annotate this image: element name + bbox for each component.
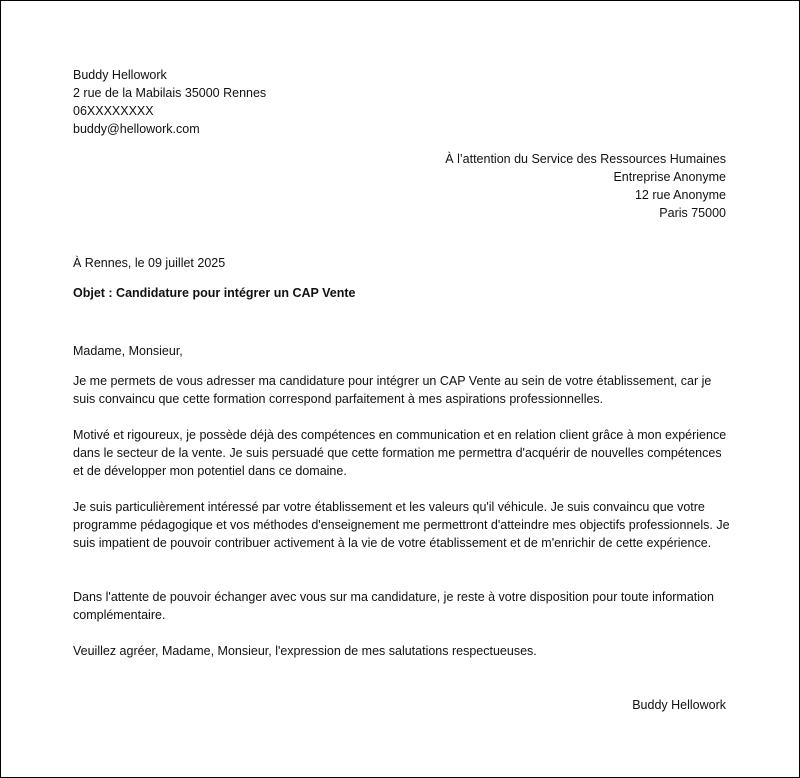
sender-block (73, 66, 733, 138)
recipient-attention: À l’attention du Service des Ressources Humaines (445, 152, 726, 166)
signature: Buddy Hellowork (632, 698, 726, 712)
date-line: À Rennes, le 09 juillet 2025 (73, 256, 226, 270)
closing-formula: Veuillez agréer, Madame, Monsieur, l'expression de mes salutations respectueuses. (73, 644, 537, 658)
body-paragraph-2: Motivé et rigoureux, je possède déjà des compétences en communication et en relation client grâce à mon expérience dans le secteur de la vente. Je suis persuadé que cette formation me permettra d'acquérir de nouvelles compétences et de développer mon potentiel dans ce domaine. (73, 428, 727, 478)
sender-name: Buddy Hellowork (73, 68, 167, 82)
body-paragraph-1: Je me permets de vous adresser ma candidature pour intégrer un CAP Vente au sein de votre établissement, car je suis convaincu que cette formation correspond parfaitement à mes aspirations professionnelles. (73, 374, 712, 406)
subject-line: Objet : Candidature pour intégrer un CAP Vente (73, 286, 356, 300)
sender-address: 2 rue de la Mabilais 35000 Rennes (73, 86, 267, 100)
recipient-company: Entreprise Anonyme (613, 170, 726, 184)
body-paragraph-3: Je suis particulièrement intéressé par votre établissement et les valeurs qu'il véhicule. Je suis convaincu que votre programme pédagogique et vos méthodes d'enseignement me permettront d'atteindre mes objectifs professionnels. Je suis impatient de pouvoir contribuer activement à la vie de votre établissement et de m'enrichir de cette expérience. (73, 500, 730, 550)
recipient-city: Paris 75000 (659, 206, 726, 220)
body-paragraph-4: Dans l'attente de pouvoir échanger avec vous sur ma candidature, je reste à votre disposition pour toute information complémentaire. (73, 590, 714, 622)
salutation: Madame, Monsieur, (73, 344, 183, 358)
recipient-block (445, 150, 726, 222)
sender-email: buddy@hellowork.com (73, 122, 200, 136)
sender-phone: 06XXXXXXXX (73, 104, 154, 118)
recipient-street: 12 rue Anonyme (634, 188, 726, 202)
